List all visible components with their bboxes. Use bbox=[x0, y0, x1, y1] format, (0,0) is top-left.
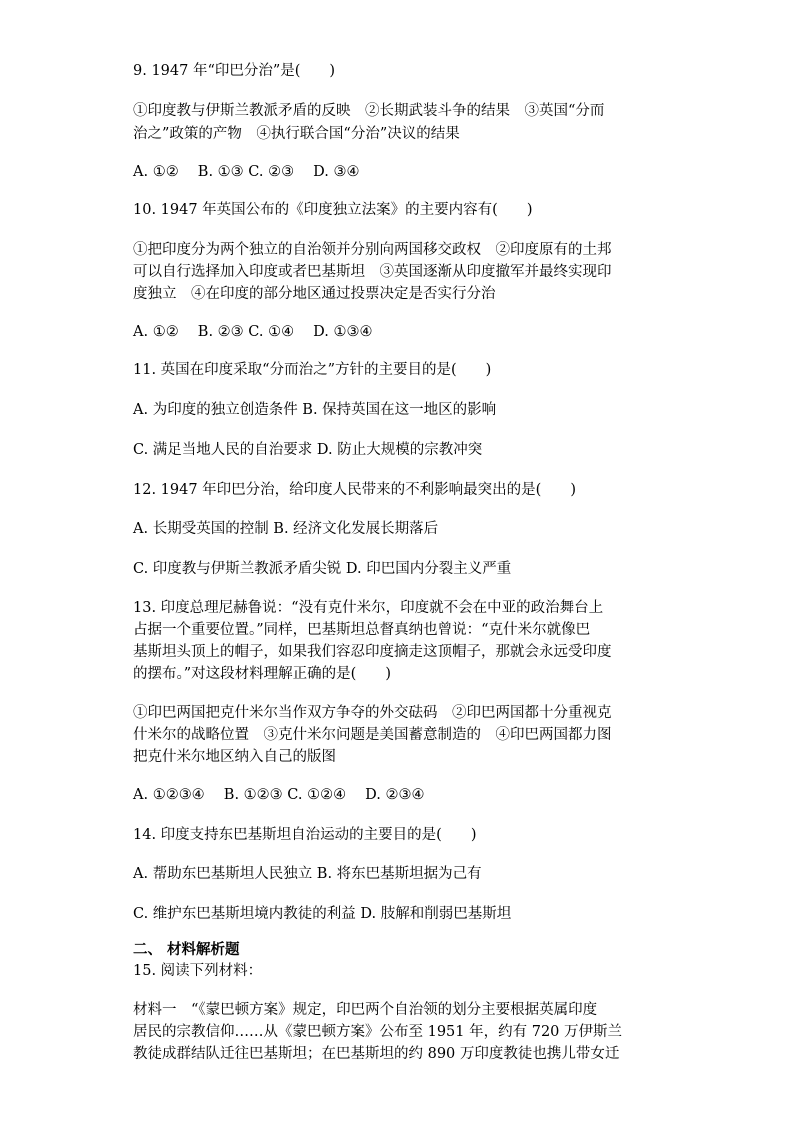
text-line-q11-cd: C. 满足当地人民的自治要求 D. 防止大规模的宗教冲突 bbox=[133, 442, 483, 458]
text-line-q13-2: 占据一个重要位置。”同样，巴基斯坦总督真纳也曾说：“克什米尔就像巴 bbox=[133, 622, 591, 638]
text-line-q10-a: A. ①② B. ②③ C. ①④ D. ①③④ bbox=[133, 324, 373, 340]
text-line-q10-o2: 可以自行选择加入印度或者巴基斯坦 ③英国逐渐从印度撤军并最终实现印 bbox=[133, 264, 612, 280]
text-line-q9-o1: ①印度教与伊斯兰教派矛盾的反映 ②长期武装斗争的结果 ③英国“分而 bbox=[133, 103, 605, 119]
text-line-q13-3: 基斯坦头顶上的帽子，如果我们容忍印度摘走这顶帽子，那就会永远受印度 bbox=[133, 644, 612, 660]
text-line-q14-ab: A. 帮助东巴基斯坦人民独立 B. 将东巴基斯坦据为己有 bbox=[133, 866, 482, 882]
text-line-q13-o3: 把克什米尔地区纳入自己的版图 bbox=[133, 749, 336, 765]
text-line-q11-ab: A. 为印度的独立创造条件 B. 保持英国在这一地区的影响 bbox=[133, 402, 497, 418]
text-line-q10: 10. 1947 年英国公布的《印度独立法案》的主要内容有( ) bbox=[133, 202, 533, 218]
text-line-sec2: 二、 材料解析题 bbox=[133, 942, 240, 958]
text-line-m1-1: 材料一 “《蒙巴顿方案》规定，印巴两个自治领的划分主要根据英属印度 bbox=[133, 1002, 598, 1018]
text-line-q12-cd: C. 印度教与伊斯兰教派矛盾尖锐 D. 印巴国内分裂主义严重 bbox=[133, 561, 512, 577]
text-line-q13-a: A. ①②③④ B. ①②③ C. ①②④ D. ②③④ bbox=[133, 787, 425, 803]
text-line-q9-a: A. ①② B. ①③ C. ②③ D. ③④ bbox=[133, 164, 360, 180]
text-line-q13-1: 13. 印度总理尼赫鲁说：“没有克什米尔，印度就不会在中亚的政治舞台上 bbox=[133, 600, 604, 616]
text-line-q13-o1: ①印巴两国把克什米尔当作双方争夺的外交砝码 ②印巴两国都十分重视克 bbox=[133, 705, 612, 721]
text-line-q12: 12. 1947 年印巴分治，给印度人民带来的不利影响最突出的是( ) bbox=[133, 482, 576, 498]
text-line-q13-o2: 什米尔的战略位置 ③克什米尔问题是美国蓄意制造的 ④印巴两国都力图 bbox=[133, 727, 612, 743]
text-line-q15: 15. 阅读下列材料： bbox=[133, 963, 263, 979]
text-line-q9: 9. 1947 年“印巴分治”是( ) bbox=[133, 63, 336, 79]
text-line-q13-4: 的摆布。”对这段材料理解正确的是( ) bbox=[133, 666, 391, 682]
text-line-q11: 11. 英国在印度采取“分而治之”方针的主要目的是( ) bbox=[133, 362, 492, 378]
text-line-q10-o1: ①把印度分为两个独立的自治领并分别向两国移交政权 ②印度原有的土邦 bbox=[133, 242, 612, 258]
text-line-q12-ab: A. 长期受英国的控制 B. 经济文化发展长期落后 bbox=[133, 521, 439, 537]
text-line-m1-3: 教徒成群结队迁往巴基斯坦；在巴基斯坦的约 890 万印度教徒也携儿带女迁 bbox=[133, 1046, 620, 1062]
text-line-q9-o2: 治之”政策的产物 ④执行联合国“分治”决议的结果 bbox=[133, 126, 460, 142]
text-line-q14: 14. 印度支持东巴基斯坦自治运动的主要目的是( ) bbox=[133, 827, 477, 843]
text-line-m1-2: 居民的宗教信仰……从《蒙巴顿方案》公布至 1951 年，约有 720 万伊斯兰 bbox=[133, 1024, 623, 1040]
text-line-q10-o3: 度独立 ④在印度的部分地区通过投票决定是否实行分治 bbox=[133, 286, 496, 302]
text-line-q14-cd: C. 维护东巴基斯坦境内教徒的利益 D. 肢解和削弱巴基斯坦 bbox=[133, 906, 512, 922]
